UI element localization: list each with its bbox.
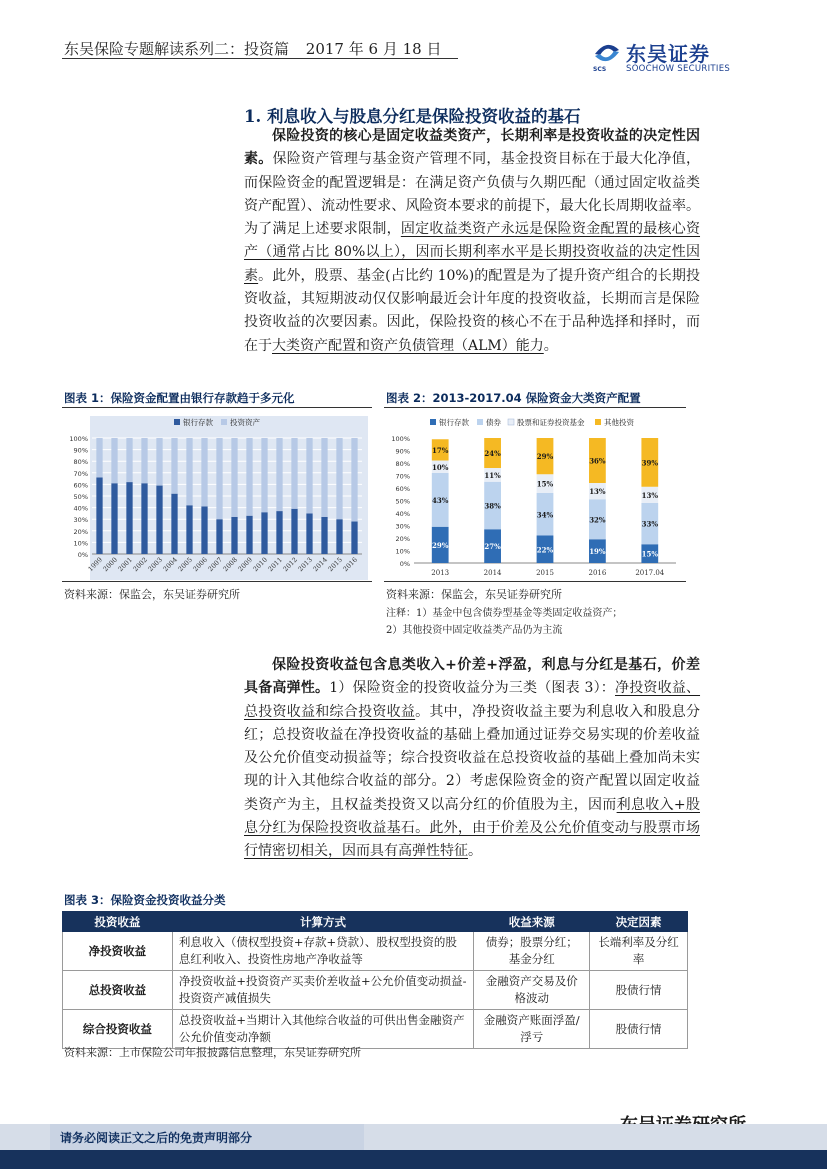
y-tick-label: 10% — [73, 539, 88, 548]
data-label: 22% — [536, 545, 554, 555]
table-cell-name: 总投资收益 — [63, 971, 173, 1010]
x-tick-label: 2014 — [483, 569, 502, 577]
bar-segment — [186, 505, 192, 554]
x-tick-label: 1999 — [86, 555, 104, 574]
table-header-cell: 收益来源 — [474, 912, 590, 932]
legend-label: 股票和证券投资基金 — [517, 418, 585, 427]
paragraph-2-text-b: 。其中，净投资收益主要为利息收入和股息分红；总投资收益在净投资收益的基础上叠加通过证券交易实现的价差收益及公允价值变动损益等；综合投资收益在总投资收益的基础上叠加尚未实现的计入其他综合收益的部分。2）考虑保险资金的资产配置以固定收益类资产为主，且权益类投资又以高分红的价值股为主，因而 — [244, 703, 701, 813]
bar-segment — [246, 438, 252, 516]
figure-2-title: 图表 2：2013-2017.04 保险资金大类资产配置 — [386, 391, 641, 405]
bar-segment — [246, 516, 252, 554]
table-cell-name: 净投资收益 — [63, 932, 173, 971]
y-tick-label: 40% — [73, 504, 88, 513]
table-row — [63, 932, 688, 971]
footer-bar — [0, 1124, 827, 1150]
x-tick-label: 2017.04 — [635, 569, 665, 577]
figure-2-chart — [384, 410, 684, 580]
y-tick-label: 80% — [395, 460, 410, 468]
data-label: 39% — [641, 458, 659, 468]
figure-1-bottom-rule — [62, 581, 372, 582]
x-tick-label: 2013 — [431, 569, 450, 577]
table-cell-name: 综合投资收益 — [63, 1010, 173, 1049]
bar-segment — [216, 519, 222, 554]
data-label: 36% — [589, 456, 606, 466]
x-tick-label: 2007 — [206, 555, 224, 574]
legend-swatch — [477, 419, 483, 425]
table-cell-factor: 股债行情 — [590, 971, 688, 1010]
paragraph-1-underline-a: 固定收益类资产永远是保险资金配置的最核心资产（通常占比 80%以上），因而长期利率水平是长期投资收益的决定性因素 — [244, 221, 701, 284]
legend-swatch — [508, 419, 514, 425]
data-label: 13% — [589, 487, 606, 497]
data-label: 10% — [431, 462, 449, 472]
table-header-cell: 投资收益 — [63, 912, 173, 932]
y-tick-label: 50% — [73, 493, 88, 501]
paragraph-1 — [244, 125, 700, 358]
table-cell-factor: 长端利率及分红率 — [590, 932, 688, 971]
bar-segment — [291, 438, 297, 509]
figure-3-source: 资料来源：上市保险公司年报披露信息整理，东吴证券研究所 — [64, 1046, 361, 1059]
legend-label: 其他投资 — [604, 418, 634, 427]
paragraph-2-underline-a: 净投资收益、总投资收益和综合投资收益 — [244, 680, 701, 720]
y-tick-label: 80% — [73, 458, 88, 467]
bar-segment — [351, 438, 357, 522]
company-logo — [592, 40, 762, 74]
figure-1-chart-svg — [62, 410, 368, 580]
paragraph-2 — [244, 654, 700, 864]
y-tick-label: 10% — [395, 547, 410, 556]
figure-2-source: 资料来源：保监会，东吴证券研究所 — [386, 588, 562, 601]
y-tick-label: 30% — [395, 522, 410, 531]
table-cell-source: 债券；股票分红；基金分红 — [474, 932, 590, 971]
data-label: 15% — [641, 549, 659, 559]
x-tick-label: 2009 — [236, 555, 254, 574]
series-title: 东吴保险专题解读系列二：投资篇 — [64, 40, 290, 58]
x-tick-label: 2003 — [146, 555, 164, 574]
data-label: 11% — [484, 470, 501, 480]
paragraph-1-text-c: 。 — [543, 337, 558, 354]
x-tick-label: 2011 — [266, 555, 284, 574]
bar-segment — [321, 517, 327, 554]
data-label: 32% — [589, 515, 606, 525]
figure-2-bottom-rule — [384, 581, 686, 582]
data-label: 15% — [536, 479, 554, 489]
table-header-cell: 决定因素 — [590, 912, 688, 932]
y-tick-label: 90% — [73, 446, 88, 455]
logo-abbr: SCS — [593, 66, 607, 73]
y-tick-label: 0% — [399, 560, 410, 568]
bar-segment — [276, 438, 282, 511]
table-cell-source: 金融资产交易及价格波动 — [474, 971, 590, 1010]
footer-band — [0, 1150, 827, 1169]
bar-segment — [336, 519, 342, 554]
logo-name-en: SOOCHOW SECURITIES — [626, 64, 731, 74]
legend-label: 银行存款 — [183, 418, 213, 427]
header-rule — [62, 58, 458, 59]
table-cell-calc: 利息收入（债权型投资+存款+贷款）、股权型投资的股息红利收入、投资性房地产净收益等 — [172, 932, 473, 971]
data-label: 29% — [431, 540, 449, 550]
y-tick-label: 90% — [395, 447, 410, 456]
bar-segment — [111, 483, 117, 554]
paragraph-2-lead: 保险投资收益包含息类收入+价差+浮盈，利息与分红是基石，价差具备高弹性。 — [244, 657, 700, 697]
table-cell-calc: 总投资收益+当期计入其他综合收益的可供出售金融资产公允价值变动净额 — [172, 1010, 473, 1049]
bar-segment — [171, 494, 177, 554]
figure-2-chart-svg — [384, 410, 684, 580]
legend-label: 投资资产 — [230, 418, 260, 427]
paragraph-1-lead: 保险投资的核心是固定收益类资产，长期利率是投资收益的决定性因素。 — [244, 128, 700, 168]
figure-1-chart — [62, 410, 368, 580]
x-tick-label: 2015 — [536, 569, 554, 577]
paragraph-2-underline-b: 利息收入+股息分红为保险投资收益基石。此外，由于价差及公允价值变动与股票市场行情密切相关，因而具有高弹性特征 — [244, 796, 700, 860]
paragraph-2-text-a: 1）保险资金的投资收益分为三类（图表 3）： — [329, 680, 615, 697]
paragraph-1-underline-b: 大类资产配置和资产负债管理（ALM）能力 — [272, 337, 544, 354]
bar-segment — [201, 506, 207, 554]
bar-segment — [156, 486, 162, 554]
bar-segment — [156, 438, 162, 486]
legend-label: 银行存款 — [439, 418, 469, 427]
bar-segment — [261, 438, 267, 512]
legend-swatch — [221, 419, 227, 425]
x-tick-label: 2012 — [281, 555, 299, 574]
x-tick-label: 2006 — [191, 555, 209, 574]
y-tick-label: 0% — [77, 551, 88, 559]
x-tick-label: 2002 — [131, 555, 149, 574]
figure-1-title: 图表 1：保险资金配置由银行存款趋于多元化 — [64, 391, 295, 405]
figure-1-source: 资料来源：保监会，东吴证券研究所 — [64, 588, 240, 601]
bar-segment — [171, 438, 177, 494]
data-label: 13% — [641, 490, 659, 500]
bar-segment — [291, 509, 297, 554]
y-tick-label: 30% — [73, 516, 88, 525]
bar-segment — [321, 438, 327, 517]
table-row — [63, 971, 688, 1010]
y-tick-label: 70% — [395, 472, 410, 481]
x-tick-label: 2016 — [588, 569, 607, 577]
y-tick-label: 60% — [73, 481, 88, 490]
figure-3-title: 图表 3：保险资金投资收益分类 — [64, 893, 226, 907]
bar-segment — [96, 438, 102, 477]
table-header-cell: 计算方式 — [172, 912, 473, 932]
legend-swatch — [174, 419, 180, 425]
bar-segment — [141, 483, 147, 554]
x-tick-label: 2010 — [251, 555, 269, 574]
y-tick-label: 50% — [395, 497, 410, 506]
bar-segment — [306, 513, 312, 554]
x-tick-label: 2015 — [326, 555, 344, 574]
y-tick-label: 70% — [73, 469, 88, 478]
data-label: 33% — [641, 519, 659, 529]
data-label: 17% — [431, 445, 449, 455]
y-tick-label: 20% — [73, 527, 88, 536]
data-label: 43% — [431, 495, 449, 505]
bar-segment — [126, 482, 132, 554]
data-label: 38% — [484, 501, 501, 511]
figure-2-rule — [384, 407, 686, 408]
figure-2-note-2: 2）其他投资中固定收益类产品仍为主流 — [386, 625, 563, 636]
table-cell-factor: 股债行情 — [590, 1010, 688, 1049]
bar-segment — [201, 438, 207, 506]
y-tick-label: 20% — [395, 535, 410, 543]
data-label: 34% — [536, 510, 554, 520]
bar-segment — [96, 477, 102, 554]
figure-2-note-1: 注释：1）基金中包含债券型基金等类固定收益资产； — [386, 608, 623, 619]
bar-segment — [111, 438, 117, 483]
report-date: 2017 年 6 月 18 日 — [305, 40, 442, 58]
legend-label: 债券 — [486, 418, 501, 427]
y-tick-label: 100% — [391, 435, 410, 443]
bar-segment — [276, 511, 282, 554]
paragraph-2-text-c: 。 — [468, 843, 482, 860]
data-label: 24% — [484, 449, 501, 458]
figure-1-rule — [62, 407, 372, 408]
x-tick-label: 2014 — [311, 555, 329, 574]
x-tick-label: 2004 — [161, 555, 179, 574]
x-tick-label: 2013 — [296, 555, 314, 574]
table-cell-source: 金融资产账面浮盈/浮亏 — [474, 1010, 590, 1049]
table-cell-calc: 净投资收益+投资资产买卖价差收益+公允价值变动损益-投资资产减值损失 — [172, 971, 473, 1010]
bar-segment — [231, 438, 237, 517]
section-title: 1. 利息收入与股息分红是保险投资收益的基石 — [244, 107, 581, 126]
paragraph-1-text-b: 。此外，股票、基金(占比约 10%)的配置是为了提升资产组合的长期投资收益，其短期波动仅仅影响最近会计年度的投资收益，长期而言是保险投资收益的次要因素。因此，保险投资的核心不在于品种选择和择时，而在于 — [244, 267, 701, 354]
data-label: 27% — [484, 542, 501, 552]
income-classification-table — [62, 911, 688, 1049]
table-row — [63, 1010, 688, 1049]
legend-swatch — [595, 419, 601, 425]
table-header-row — [63, 912, 688, 932]
footer-disclaimer[interactable]: 请务必阅读正文之后的免责声明部分 — [60, 1131, 253, 1145]
legend-swatch — [430, 419, 436, 425]
bar-segment — [126, 438, 132, 482]
x-tick-label: 2001 — [116, 555, 134, 574]
x-tick-label: 2005 — [176, 555, 194, 574]
y-tick-label: 60% — [395, 485, 410, 493]
bar-segment — [306, 438, 312, 513]
y-tick-label: 100% — [69, 435, 88, 443]
x-tick-label: 2008 — [221, 555, 239, 574]
bar-segment — [336, 438, 342, 519]
logo-name-cn: 东吴证券 — [626, 42, 710, 66]
x-tick-label: 2000 — [101, 555, 119, 574]
x-tick-label: 2016 — [341, 555, 359, 574]
y-tick-label: 40% — [395, 510, 410, 518]
bar-segment — [231, 517, 237, 554]
bar-segment — [186, 438, 192, 505]
bar-segment — [141, 438, 147, 483]
data-label: 19% — [589, 547, 606, 557]
bar-segment — [216, 438, 222, 519]
paragraph-1-text-a: 保险资产管理与基金资产管理不同，基金投资目标在于最大化净值，而保险资金的配置逻辑是：在满足资产负债与久期匹配（通过固定收益类资产配置）、流动性要求、风险资本要求的前提下，最大化长周期收益率。为了满足上述要求限制， — [244, 151, 701, 238]
bar-segment — [261, 512, 267, 554]
report-header-title — [64, 38, 441, 59]
data-label: 29% — [536, 452, 554, 462]
bar-segment — [351, 522, 357, 554]
